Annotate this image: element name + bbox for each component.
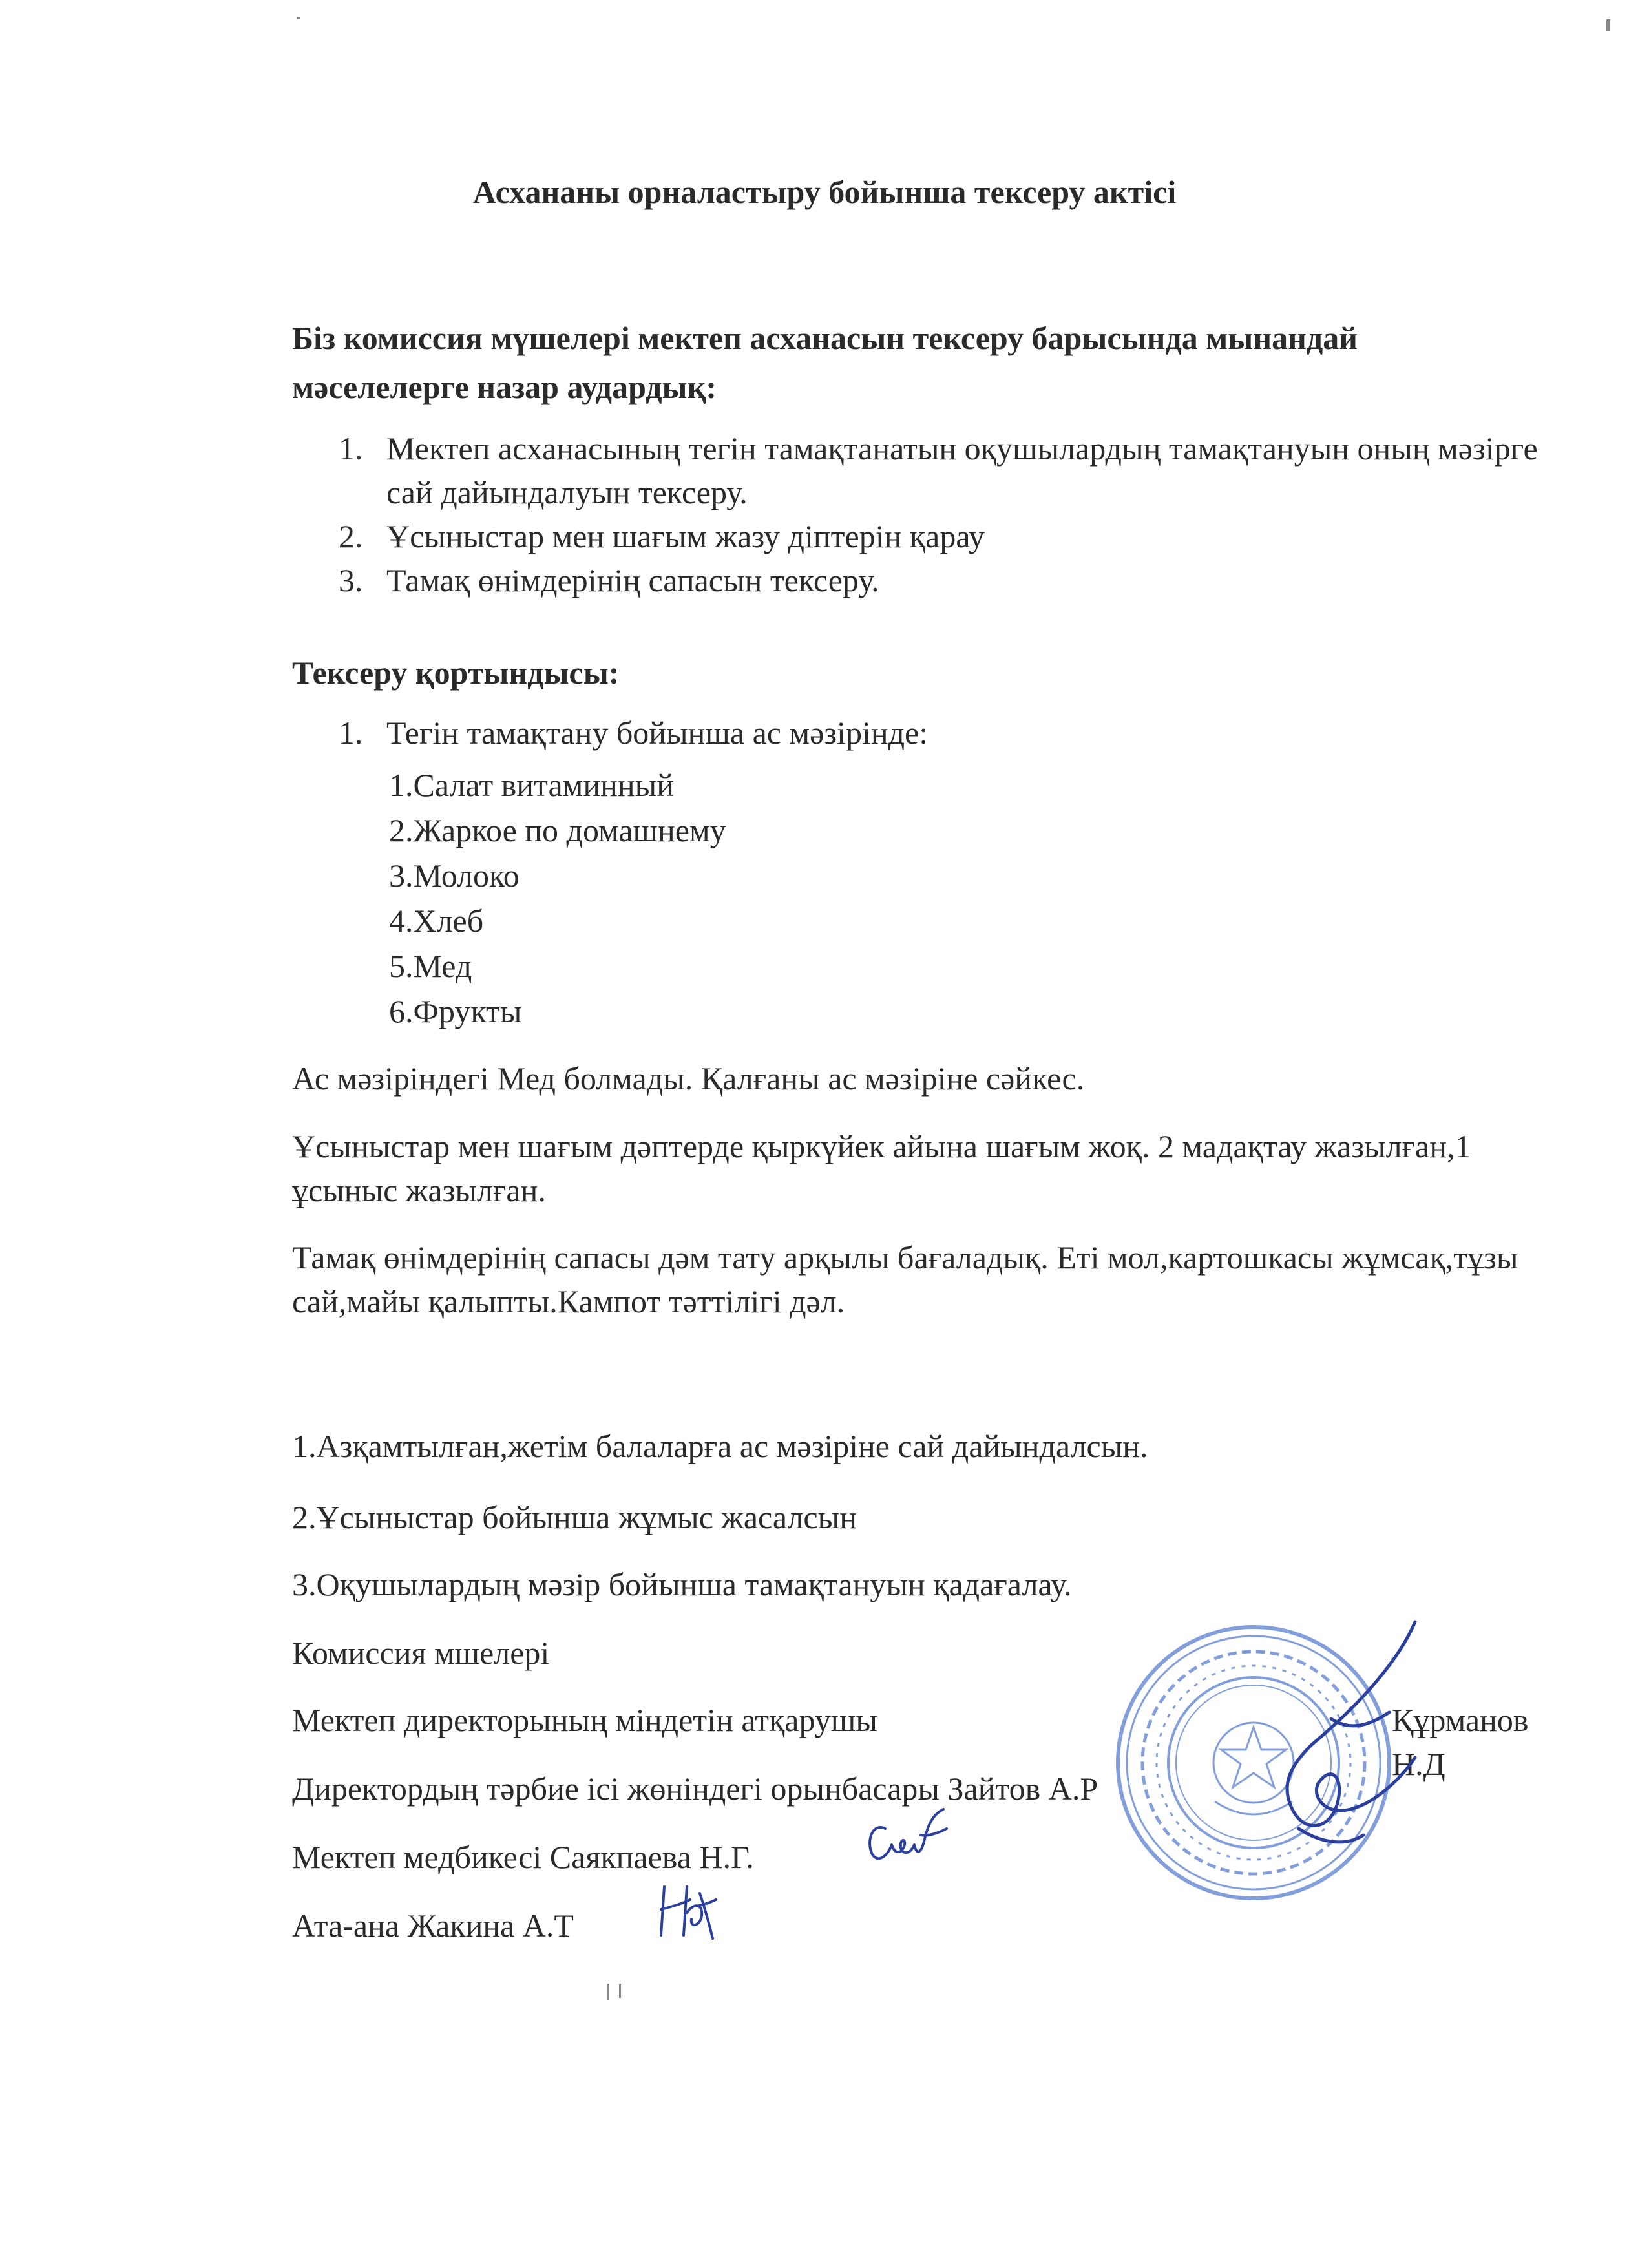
- deputy-line: Директордың тәрбие ісі жөніндегі орынбасары Зайтов А.Р: [292, 1770, 1098, 1807]
- list-item-text: Ұсыныстар мен шағым жазу діптерін қарау: [386, 518, 985, 554]
- menu-item: 1.Салат витаминный: [389, 767, 674, 803]
- finding-complaints-paragraph: Ұсыныстар мен шағым дәптерде қыркүйек айына шағым жоқ. 2 мадақтау жазылған,1 ұсыныс жазылған.: [292, 1128, 1471, 1208]
- recommendation-item: 1.Азқамтылған,жетім балаларға ас мәзіріне сай дайындалсын.: [292, 1428, 1148, 1464]
- scan-artifact: [619, 1984, 621, 1998]
- menu-item: 5.Мед: [389, 948, 472, 984]
- list-number: 3.: [339, 562, 363, 598]
- scan-artifact: [1606, 19, 1610, 31]
- list-item: [339, 558, 1553, 602]
- results-heading: Тексеру қортындысы:: [292, 655, 620, 691]
- menu-item: 3.Молоко: [389, 857, 520, 894]
- recommendation-item: 3.Оқушылардың мәзір бойынша тамақтануын қадағалау.: [292, 1566, 1072, 1602]
- list-item: [339, 426, 1553, 514]
- finding-menu-paragraph: Ас мәзіріндегі Мед болмады. Қалғаны ас мәзіріне сәйкес.: [292, 1060, 1085, 1097]
- recommendation-item: 2.Ұсыныстар бойынша жұмыс жасалсын: [292, 1499, 857, 1535]
- director-signature-icon: [1254, 1615, 1434, 1861]
- nurse-signature-icon: [859, 1803, 956, 1874]
- nurse-line: Мектеп медбикесі Саякпаева Н.Г.: [292, 1839, 754, 1875]
- results-list: [339, 711, 1502, 755]
- scan-artifact: [297, 17, 300, 19]
- director-name: Құрманов Н.Д: [1392, 1702, 1529, 1782]
- intro-paragraph: Біз комиссия мүшелері мектеп асханасын тексеру барысында мынандай мәселелерге назар аудардық:: [292, 320, 1358, 405]
- list-item-text: Тегін тамақтану бойынша ас мәзірінде:: [386, 715, 929, 751]
- menu-item: 2.Жаркое по домашнему: [389, 812, 726, 848]
- list-number: 1.: [339, 715, 363, 751]
- list-item: [339, 514, 1553, 558]
- document-title: Асхананы орналастыру бойынша тексеру актісі: [472, 174, 1177, 210]
- scan-artifact: [607, 1984, 609, 2000]
- menu-item: 4.Хлеб: [389, 903, 484, 939]
- menu-item: 6.Фрукты: [389, 993, 522, 1029]
- parent-line: Ата-ана Жакина А.Т: [292, 1907, 574, 1944]
- finding-quality-paragraph: Тамақ өнімдерінің сапасы дәм тату арқылы бағаладық. Еті мол,картошкасы жұмсақ,тұзы сай,майы қалыпты.Кампот тәттілігі дәл.: [292, 1239, 1518, 1319]
- list-number: 1.: [339, 430, 363, 467]
- issues-list: [339, 426, 1553, 602]
- commission-heading: Комиссия мшелері: [292, 1635, 550, 1671]
- list-item: [339, 711, 1502, 755]
- parent-signature-icon: [651, 1874, 722, 1945]
- list-number: 2.: [339, 518, 363, 554]
- list-item-text: Мектеп асханасының тегін тамақтанатын оқушылардың тамақтануын оның мәзірге сай дайындалуын тексеру.: [386, 430, 1538, 510]
- list-item-text: Тамақ өнімдерінің сапасын тексеру.: [386, 562, 879, 598]
- director-role: Мектеп директорының міндетін атқарушы: [292, 1702, 877, 1738]
- menu-list: [389, 762, 726, 1034]
